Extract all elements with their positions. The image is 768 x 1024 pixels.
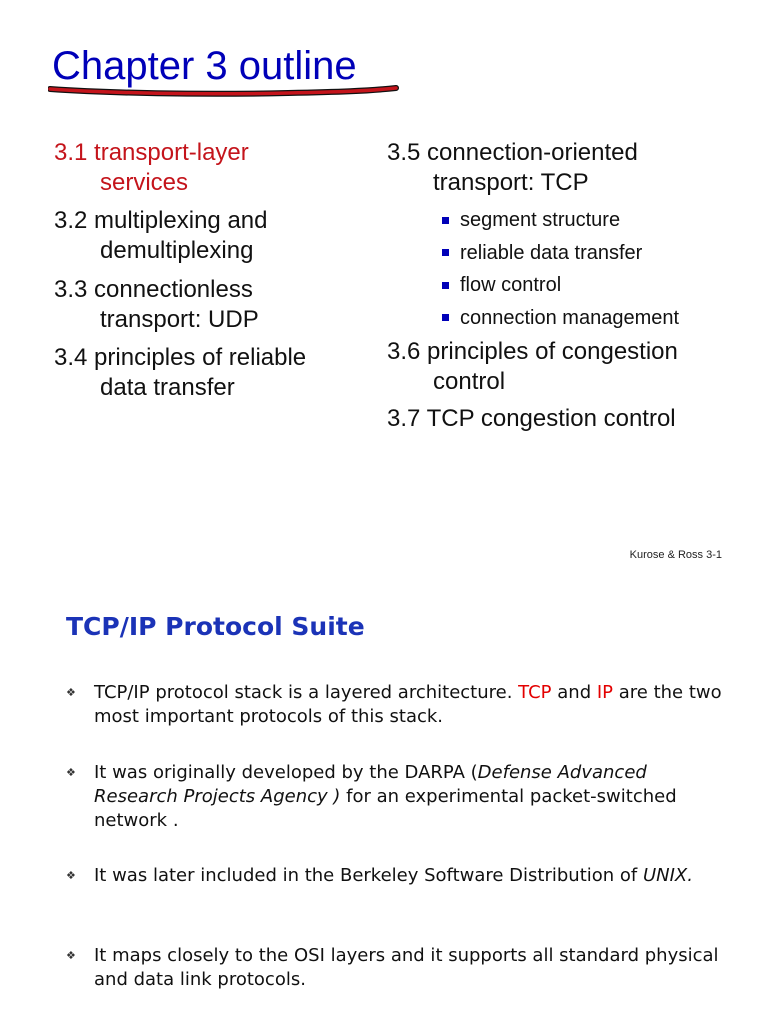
- outline-item-3-3: 3.3 connectionless transport: UDP: [54, 276, 259, 333]
- unix-text: UNIX.: [642, 865, 693, 886]
- square-bullet-icon: [442, 314, 449, 321]
- bullet-paragraph-3: ❖ It was later included in the Berkeley Software Distribution of UNIX.: [66, 865, 693, 886]
- tcp-highlight: TCP: [518, 682, 552, 703]
- square-bullet-icon: [442, 249, 449, 256]
- slide2-title: TCP/IP Protocol Suite: [66, 612, 365, 641]
- title-underline: [48, 80, 400, 100]
- outline-item-3-2: 3.2 multiplexing and demultiplexing: [54, 207, 268, 264]
- square-bullet-icon: [442, 217, 449, 224]
- outline-item-3-6: 3.6 principles of congestion control: [387, 338, 678, 395]
- diamond-bullet-icon: ❖: [66, 869, 76, 882]
- outline-item-3-7: 3.7 TCP congestion control: [387, 405, 676, 432]
- outline-item-3-1: 3.1 transport-layer services: [54, 139, 249, 196]
- slide-title: Chapter 3 outline: [52, 44, 357, 88]
- tcp-subtopics-list: [442, 204, 679, 334]
- list-item: connection management: [442, 302, 679, 335]
- outline-item-3-5: 3.5 connection-oriented transport: TCP: [387, 139, 638, 196]
- slide-footer-credit: Kurose & Ross 3-1: [629, 549, 722, 561]
- ip-highlight: IP: [596, 682, 614, 703]
- square-bullet-icon: [442, 282, 449, 289]
- outline-item-3-4: 3.4 principles of reliable data transfer: [54, 344, 307, 401]
- bullet-paragraph-1: ❖ TCP/IP protocol stack is a layered architecture. TCP and IP are the two most important protocols of this stack.: [66, 682, 722, 727]
- diamond-bullet-icon: ❖: [66, 766, 76, 779]
- darpa-fullname: Defense Advanced Research Projects Agency ): [94, 762, 647, 807]
- list-item: segment structure: [442, 204, 679, 237]
- bullet-paragraph-2: ❖ It was originally developed by the DARPA (Defense Advanced Research Projects Agency ) for an experimental packet-switched network .: [66, 762, 677, 831]
- list-item: reliable data transfer: [442, 237, 679, 270]
- bullet-paragraph-4: ❖ It maps closely to the OSI layers and it supports all standard physical and data link protocols.: [66, 945, 719, 990]
- diamond-bullet-icon: ❖: [66, 686, 76, 699]
- diamond-bullet-icon: ❖: [66, 949, 76, 962]
- list-item: flow control: [442, 269, 679, 302]
